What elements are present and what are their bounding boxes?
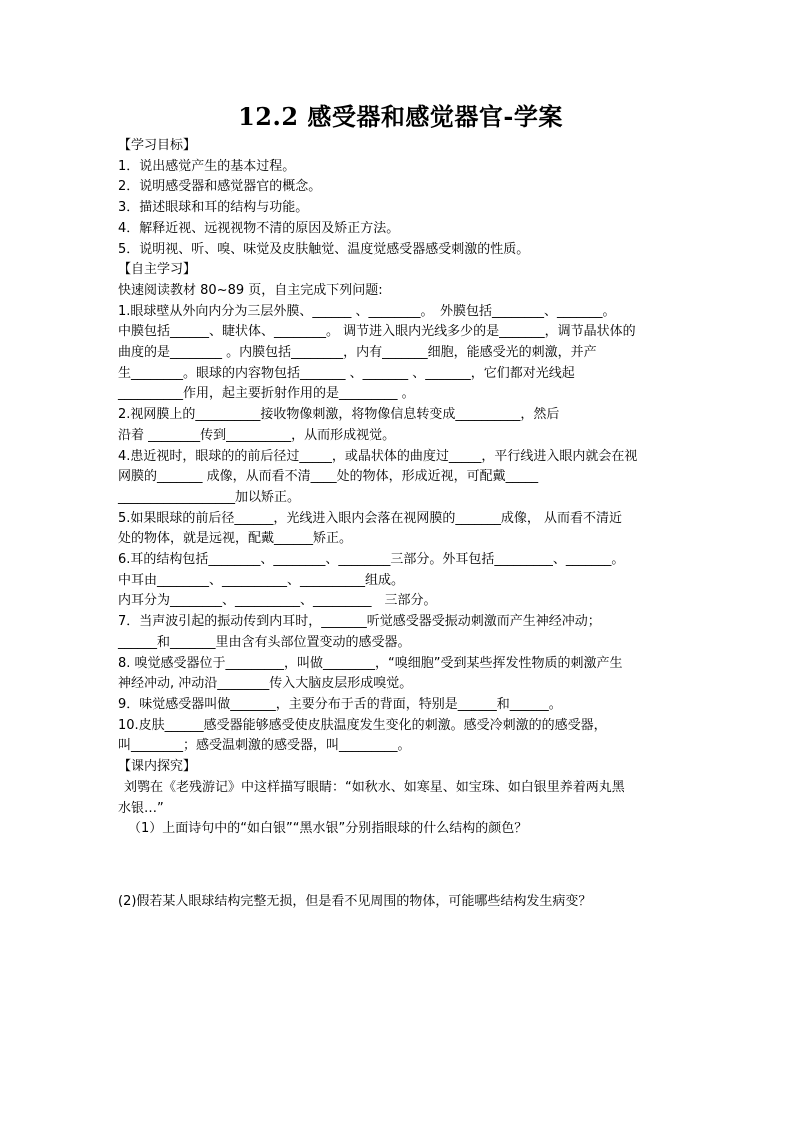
goal-item: 3．描述眼球和耳的结构与功能。 (118, 200, 309, 216)
goal-item: 5．说明视、听、嗅、味觉及皮肤触觉、温度觉感受器感受刺激的性质。 (118, 241, 530, 257)
text-line: 处的物体，就是远视，配戴______矫正。 (118, 531, 353, 547)
text-line: 中耳由________、__________、__________组成。 (118, 572, 405, 588)
text-line: 神经冲动, 冲动沿________传入大脑皮层形成嗅觉。 (118, 676, 413, 692)
text-line: 中膜包括______、睫状体、________。 调节进入眼内光线多少的是_______，调节晶状体的 (118, 324, 636, 340)
text-line: 7．当声波引起的振动传到内耳时，_______听觉感受器受振动刺激而产生神经冲动； (118, 614, 601, 630)
section-heading-self-study: 【自主学习】 (118, 262, 197, 278)
text-line: 10.皮肤______感受器能够感受使皮肤温度发生变化的刺激。感受冷刺激的的感受器， (118, 717, 607, 733)
text-line: 网膜的_______ 成像，从而看不清____处的物体，形成近视，可配戴_____ (118, 469, 539, 485)
goal-item: 4．解释近视、远视视物不清的原因及矫正方法。 (118, 220, 400, 236)
text-line: 刘鹗在《老残游记》中这样描写眼睛：“如秋水、如寒星、如宝珠、如白银里养着两丸黑 (124, 779, 625, 795)
section-heading-goals: 【学习目标】 (118, 138, 197, 153)
text-line: ______和_______里由含有头部位置变动的感受器。 (118, 634, 411, 650)
goal-item: 1．说出感觉产生的基本过程。 (118, 158, 296, 174)
text-line: 沿着 ________传到__________，从而形成视觉。 (118, 427, 396, 443)
text-line: 4.患近视时，眼球的的前后径过_____，或晶状体的曲度过_____，平行线进入眼内就会在视 (118, 448, 638, 464)
question-1: （1）上面诗句中的“如白银”“黑水银”分别指眼球的什么结构的颜色？ (128, 821, 528, 837)
text-line: 9．味觉感受器叫做_______，主要分布于舌的背面，特别是______和______。 (118, 696, 562, 712)
goals-list (118, 157, 683, 261)
text-line: 8. 嗅觉感受器位于_________，叫做________，“嗅细胞”受到某些挥发性物质的刺激产生 (118, 655, 623, 671)
text-line: 6.耳的结构包括________、________、________三部分。外耳包括_________、_______。 (118, 552, 625, 568)
goal-item: 2．说明感受器和感觉器官的概念。 (118, 179, 322, 195)
text-line: __________作用，起主要折射作用的是_________ 。 (118, 386, 415, 402)
text-line: 5.如果眼球的前后径______，光线进入眼内会落在视网膜的_______成像， 从而看不清近 (118, 510, 623, 526)
question-2: (2)假若某人眼球结构完整无损，但是看不见周围的物体，可能哪些结构发生病变？ (118, 893, 592, 909)
text-line: 内耳分为________、__________、_________ 三部分。 (118, 593, 437, 609)
text-line: 生________。眼球的内容物包括_______ 、_______ 、_______，它们都对光线起 (118, 365, 575, 381)
page-title: 12.2 感受器和感觉器官-学案 (238, 102, 563, 131)
text-line: 2.视网膜上的__________接收物像刺激，将物像信息转变成__________，然后 (118, 407, 560, 423)
text-line: 1.眼球壁从外向内分为三层外膜、______ 、________。 外膜包括________、_______。 (118, 303, 616, 319)
text-line: 叫________；感受温刺激的感受器，叫_________。 (118, 738, 411, 754)
answer-space (118, 840, 683, 892)
text-line: __________________加以矫正。 (118, 489, 301, 505)
text-line: 快速阅读教材 80~89 页，自主完成下列问题: (118, 282, 383, 298)
in-class-body (118, 778, 683, 840)
text-line: 曲度的是________ 。内膜包括________，内有_______细胞，能感受光的刺激，并产 (118, 345, 597, 361)
worksheet-page (118, 100, 683, 913)
section-heading-in-class: 【课内探究】 (118, 759, 197, 775)
self-study-body (118, 281, 683, 757)
text-line: 水银…” (118, 800, 164, 816)
